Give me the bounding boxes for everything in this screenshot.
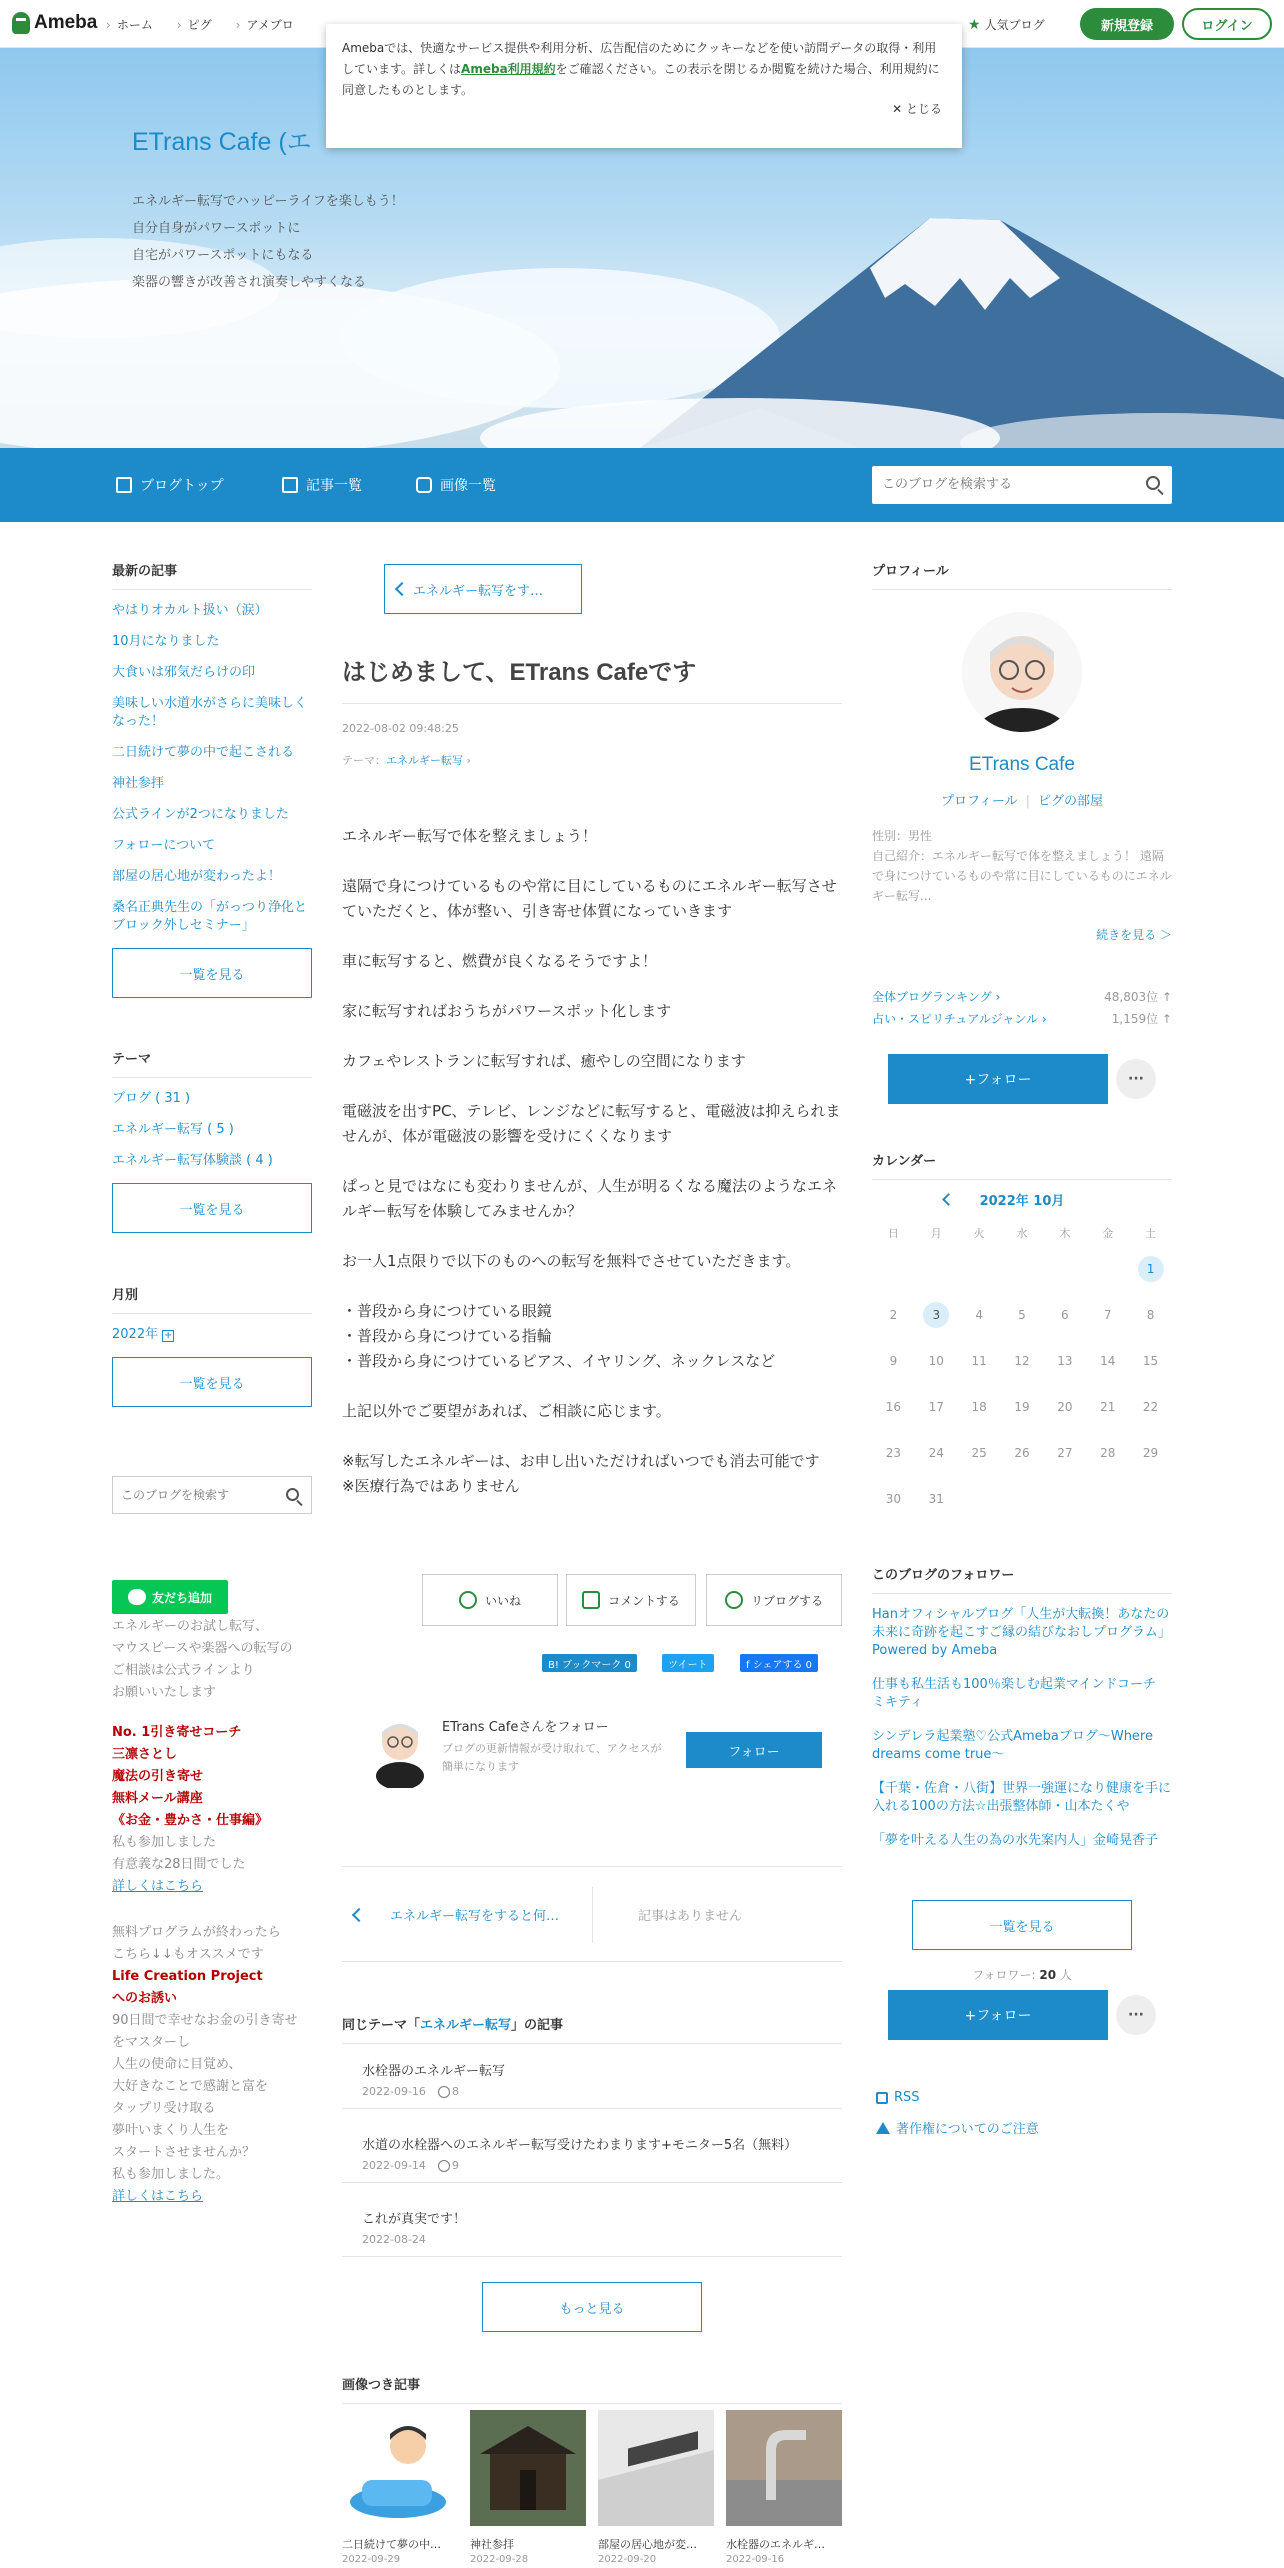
calendar-day [872, 1246, 915, 1292]
theme-link[interactable]: ブログ ( 31 ) [112, 1091, 191, 1106]
monthly-see-all-button[interactable]: 一覧を見る [112, 1357, 312, 1407]
chevron-left-icon [352, 1907, 366, 1921]
terms-link[interactable]: Ameba利用規約 [461, 62, 556, 76]
blog-title[interactable]: ETrans Cafe (エ [132, 128, 312, 156]
nav-ameblo[interactable]: › アメブロ [235, 18, 294, 32]
calendar-day[interactable]: 11 [971, 1354, 987, 1368]
calendar-day[interactable]: 19 [1014, 1400, 1030, 1414]
recent-articles-title: 最新の記事 [112, 560, 312, 590]
ameba-logo-icon [12, 12, 30, 34]
image-article-card[interactable]: 神社参拝 2022-09-28 [470, 2410, 586, 2565]
calendar-day[interactable]: 10 [928, 1354, 944, 1368]
read-more-link[interactable]: 続きを見る ＞ [1096, 928, 1172, 942]
next-article-none: 記事はありません [638, 1909, 743, 1924]
profile-name[interactable]: ETrans Cafe [969, 754, 1075, 775]
nav-home[interactable]: › ホーム [106, 18, 153, 32]
recent-article-link[interactable]: 神社参拝 [112, 776, 165, 791]
profile-links: プロフィール | ピグの部屋 [940, 794, 1104, 809]
calendar-weekday: 木 [1059, 1227, 1071, 1240]
calendar-weekday: 水 [1016, 1227, 1028, 1240]
calendar-day [1086, 1246, 1129, 1292]
follow-card-sub: ブログの更新情報が受け取れて、アクセスが簡単になります [442, 1742, 662, 1773]
line-note: エネルギーのお試し転写、 マウスピースや楽器への転写の ご相談は公式ラインより お願いいたします [112, 1619, 293, 1700]
calendar-day[interactable]: 18 [971, 1400, 987, 1414]
followers-see-all-button[interactable]: 一覧を見る [912, 1900, 1132, 1950]
calendar-weekday: 月 [930, 1227, 942, 1240]
details-link-1[interactable]: 詳しくはこちら [112, 1879, 204, 1894]
theme-link[interactable]: エネルギー転写体験談 ( 4 ) [112, 1153, 273, 1168]
same-theme-heading: 同じテーマ「エネルギー転写」の記事 [342, 2014, 842, 2044]
theme-link[interactable]: エネルギー転写 ( 5 ) [112, 1122, 234, 1137]
comment-button[interactable]: コメントする [566, 1574, 696, 1626]
comment-icon [582, 1591, 600, 1609]
calendar-day[interactable]: 2 [889, 1308, 898, 1322]
more-options-button-bottom[interactable]: ··· [1116, 1995, 1156, 2035]
follower-blog-link[interactable]: シンデレラ起業塾♡公式Amebaブログ〜Where dreams come true〜 [872, 1729, 1153, 1762]
image-articles-heading: 画像つき記事 [342, 2374, 842, 2404]
calendar-day[interactable]: 24 [928, 1446, 944, 1460]
followers-title: このブログのフォロワー [872, 1564, 1172, 1594]
calendar-day[interactable]: 28 [1100, 1446, 1116, 1460]
calendar-day [1001, 1246, 1044, 1292]
calendar-day [958, 1246, 1001, 1292]
article-body: エネルギー転写で体を整えましょう！ 遠隔で身につけているものや常に目にしているものにエネルギー転写させていただくと、体が整い、引き寄せ体質になっていきます 車に転写すると、燃費が良くなるそうですよ！ 家に転写すればおうちがパワースポット化します カフェやレストランに転写すれば、癒やしの空間になります 電磁波を出すPC、テレビ、レンジなどに転写すると、電磁波は抑えられませんが、体が電磁波の影響を受けにくくなります ぱっと見ではなにも変わりませんが、人生が明るくなる魔法のようなエネルギー転写を体験してみませんか？ お一人1点限りで以下のものへの転写を無料でさせていただきます。 ・普段から身につけている眼鏡 ・普段から身につけている指輪 ・普段から身につけているピアス、イヤリング、ネックレスなど 上記以外でご要望があれば、ご相談に応じます。 ※転写したエネルギーは、お申し出いただければいつでも消去可能です ※医療行為ではありません [342, 827, 841, 1495]
nav-pigg[interactable]: › ピグ [176, 18, 212, 32]
calendar-weekday: 火 [973, 1227, 985, 1240]
chevron-left-icon [395, 582, 409, 596]
thumbnail-faucet [726, 2410, 842, 2526]
follow-card-name: ETrans Cafeさんをフォロー [442, 1720, 609, 1735]
copy-icon [282, 477, 298, 493]
recent-article-link[interactable]: やはりオカルト扱い（涙） [112, 603, 268, 618]
like-button[interactable]: いいね [422, 1574, 558, 1626]
recent-see-all-button[interactable]: 一覧を見る [112, 948, 312, 998]
calendar-day[interactable]: 22 [1142, 1400, 1159, 1414]
calendar-day [1043, 1246, 1086, 1292]
calendar-day[interactable]: 29 [1142, 1446, 1159, 1460]
rss-icon [876, 2092, 888, 2104]
promo-block-2: 無料プログラムが終わったら こちら↓↓もオススメです Life Creation Project へのお誘い 90日間で幸せなお金の引き寄せ をマスターし 人生の使命に目覚め、 大好きなことで感謝と富を タップリ受け取る 夢叶いまくり人生を スタートさせませんか？ 私も参加しました。 詳しくはこちら [112, 1922, 322, 2208]
overall-ranking: 全体ブログランキング › 48,803位 ↑ [872, 990, 1172, 1004]
calendar-weekday: 日 [887, 1227, 899, 1240]
calendar-day[interactable]: 1 [1129, 1246, 1172, 1292]
themes-section [112, 1048, 312, 1233]
article-theme: テーマ：エネルギー転写 › [342, 754, 471, 767]
recent-article-link[interactable]: 公式ラインが2つになりました [112, 807, 289, 822]
image-article-card[interactable]: 水栓器のエネルギ… 2022-09-16 [726, 2410, 842, 2565]
blog-top-link[interactable]: ブログトップ [116, 475, 224, 495]
same-theme-item[interactable]: 水道の水栓器へのエネルギー転写受けたわまります+モニター5名（無料） 2022-09-14 9 [342, 2134, 842, 2183]
search-icon[interactable] [286, 1488, 299, 1501]
recent-article-link[interactable]: 二日続けて夢の中で起こされる [112, 745, 295, 760]
follow-button[interactable]: フォロー [686, 1732, 822, 1768]
line-add-friend-button[interactable]: 友だち追加 [112, 1580, 228, 1614]
star-icon: ★ [968, 16, 981, 33]
calendar-weekday: 土 [1145, 1227, 1157, 1240]
calendar-day[interactable]: 21 [1100, 1400, 1116, 1414]
calendar-title: カレンダー [872, 1150, 1172, 1180]
article-list-link[interactable]: 記事一覧 [282, 475, 362, 495]
follow-button[interactable]: +フォロー [888, 1054, 1108, 1104]
follower-blog-link[interactable]: 「夢を叶える人生の為の水先案内人」金崎晃香子 [872, 1833, 1159, 1848]
themes-title: テーマ [112, 1048, 312, 1078]
smile-icon [438, 2086, 450, 2098]
profile-title: プロフィール [872, 560, 1172, 590]
article-date: 2022-08-02 09:48:25 [342, 722, 459, 735]
calendar-day[interactable]: 12 [1014, 1354, 1030, 1368]
calendar-day[interactable]: 26 [1014, 1446, 1030, 1460]
pig-room-link[interactable]: ピグの部屋 [1038, 794, 1104, 809]
see-more-button[interactable]: もっと見る [482, 2282, 702, 2332]
same-theme-item[interactable]: 水栓器のエネルギー転写 2022-09-16 8 [342, 2060, 842, 2109]
calendar-grid [872, 1220, 1172, 1522]
image-article-card[interactable]: 二日続けて夢の中… 2022-09-29 [342, 2410, 458, 2565]
blog-description: エネルギー転写でハッピーライフを楽しもう！ 自分自身がパワースポットに 自宅がパワースポットにもなる 楽器の響きが改善され演奏しやすくなる [132, 194, 404, 290]
promo-block-1: No. 1引き寄せコーチ 三凛さとし 魔法の引き寄せ 無料メール講座 《お金・豊かさ・仕事編》 私も参加しました 有意義な28日間でした 詳しくはこちら [112, 1722, 322, 1898]
document-icon [116, 477, 132, 493]
month-link[interactable]: 2022年 + [112, 1327, 173, 1342]
calendar-day [915, 1246, 958, 1292]
calendar-day[interactable]: 16 [885, 1400, 902, 1414]
calendar-day[interactable]: 6 [1061, 1308, 1069, 1322]
follower-blog-link[interactable]: 仕事も私生活も100％楽しむ起業マインドコーチ ミキティ [872, 1677, 1170, 1710]
prev-article-top-button[interactable]: エネルギー転写をす… [384, 564, 582, 614]
follower-blog-link[interactable]: 【千葉・佐倉・八街】世界一強運になり健康を手に入れる100の方法☆出張整体師・山本たくや [872, 1781, 1172, 1814]
follow-button-bottom[interactable]: +フォロー [888, 1990, 1108, 2040]
cookie-close-button[interactable]: ✕ とじる [892, 102, 942, 116]
ameba-logo[interactable]: Ameba [12, 12, 97, 34]
calendar-weekday: 金 [1102, 1227, 1114, 1240]
image-article-card[interactable]: 部屋の居心地が変… 2022-09-20 [598, 2410, 714, 2565]
recent-articles [112, 560, 312, 998]
copyright-notice-link[interactable]: 著作権についてのご注意 [876, 2118, 1039, 2137]
calendar-day[interactable]: 25 [971, 1446, 987, 1460]
calendar-day[interactable]: 23 [885, 1446, 902, 1460]
calendar-day[interactable]: 8 [1146, 1308, 1155, 1322]
article-theme-link[interactable]: エネルギー転写 [386, 754, 463, 767]
expand-plus-icon[interactable]: + [164, 1330, 173, 1341]
follower-blog-link[interactable]: Hanオフィシャルブログ「人生が大転換！あなたの未来に奇跡を起こすご縁の結びなおしプログラム」 Powered by Ameba [872, 1607, 1171, 1658]
more-options-button[interactable]: ··· [1116, 1059, 1156, 1099]
calendar-day[interactable]: 31 [928, 1492, 944, 1506]
calendar-day[interactable]: 17 [928, 1400, 944, 1414]
thumbnail-room [598, 2410, 714, 2526]
prev-article-link[interactable]: エネルギー転写をすると何… [354, 1905, 559, 1924]
details-link-2[interactable]: 詳しくはこちら [112, 2189, 204, 2204]
profile-info: 性別：男性 自己紹介：エネルギー転写で体を整えましょう！ 遠隔で身につけているものや常に目にしているものにエネルギー転写... [872, 829, 1172, 903]
calendar-day[interactable]: 9 [889, 1354, 898, 1368]
search-icon[interactable] [1146, 476, 1160, 490]
calendar-day[interactable]: 15 [1142, 1354, 1159, 1368]
same-theme-item[interactable]: これが真実です！ 2022-08-24 [342, 2208, 842, 2257]
register-button[interactable]: 新規登録 [1080, 8, 1174, 40]
author-avatar [372, 1712, 428, 1788]
smile-icon [438, 2160, 450, 2172]
hatena-bookmark-button[interactable]: B! ブックマーク 0 [542, 1654, 637, 1672]
blog-search-input[interactable] [882, 466, 1122, 502]
genre-ranking: 占い・スピリチュアルジャンル › 1,159位 ↑ [872, 1012, 1172, 1026]
recent-article-link[interactable]: 美味しい水道水がさらに美味しくなった！ [112, 696, 308, 729]
article-title: はじめまして、ETrans Cafeです [342, 652, 842, 704]
themes-see-all-button[interactable]: 一覧を見る [112, 1183, 312, 1233]
overall-ranking-link[interactable]: 全体ブログランキング [872, 990, 992, 1004]
global-nav [106, 16, 294, 33]
image-list-link[interactable]: 画像一覧 [416, 475, 496, 495]
recent-article-link[interactable]: 桑名正典先生の「がっつり浄化とブロック外しセミナー」 [112, 900, 308, 933]
calendar-day[interactable]: 4 [975, 1308, 983, 1322]
login-button[interactable]: ログイン [1182, 8, 1272, 40]
calendar-day[interactable]: 5 [1018, 1308, 1026, 1322]
thumbnail-sleeping-boy [342, 2410, 458, 2526]
facebook-share-button[interactable]: f シェアする 0 [740, 1654, 818, 1672]
popular-blogs-link[interactable]: ★ 人気ブログ [968, 16, 1045, 33]
blog-search-box [872, 466, 1172, 504]
follow-card [372, 1712, 842, 1802]
calendar-day[interactable]: 14 [1100, 1354, 1116, 1368]
recent-article-link[interactable]: 大食いは邪気だらけの印 [112, 665, 256, 680]
calendar-day[interactable]: 3 [915, 1292, 958, 1338]
calendar-day[interactable]: 30 [885, 1492, 902, 1506]
line-icon [128, 1589, 146, 1605]
reblog-icon [725, 1591, 743, 1609]
sidebar-search-box [112, 1476, 312, 1514]
recent-article-link[interactable]: 部屋の居心地が変わったよ！ [112, 869, 281, 884]
thumbnail-shrine [470, 2410, 586, 2526]
calendar-day[interactable]: 13 [1057, 1354, 1073, 1368]
profile-link[interactable]: プロフィール [940, 794, 1018, 809]
reblog-button[interactable]: リブログする [706, 1574, 842, 1626]
cookie-notice: Amebaでは、快適なサービス提供や利用分析、広告配信のためにクッキーなどを使い訪問データの取得・利用しています。詳しくはAmeba利用規約をご確認ください。この表示を閉じるか閲覧を続けた場合、利用規約に同意したものとします。 ✕ とじる [326, 24, 962, 148]
monthly-section [112, 1284, 312, 1407]
followers-list [872, 1606, 1172, 1866]
genre-ranking-link[interactable]: 占い・スピリチュアルジャンル [872, 1012, 1039, 1026]
sidebar-search-input[interactable] [121, 1477, 281, 1513]
warning-icon [876, 2122, 890, 2134]
camera-icon [416, 477, 432, 493]
recent-article-link[interactable]: フォローについて [112, 838, 216, 853]
calendar-month: 2022年 10月 [979, 1194, 1065, 1209]
calendar-day[interactable]: 27 [1057, 1446, 1073, 1460]
rss-link[interactable]: RSS [876, 2090, 920, 2105]
smile-icon [459, 1591, 477, 1609]
article-pager [342, 1866, 842, 1962]
calendar-day[interactable]: 7 [1103, 1308, 1112, 1322]
tweet-button[interactable]: ツイート [662, 1654, 714, 1672]
author-avatar-image [962, 612, 1082, 732]
same-theme-link[interactable]: エネルギー転写 [420, 2018, 512, 2033]
monthly-title: 月別 [112, 1284, 312, 1314]
recent-article-link[interactable]: 10月になりました [112, 634, 220, 649]
calendar-day[interactable]: 20 [1057, 1400, 1073, 1414]
followers-count: フォロワー: 20 人 [972, 1968, 1072, 1982]
profile-avatar[interactable] [962, 612, 1082, 732]
